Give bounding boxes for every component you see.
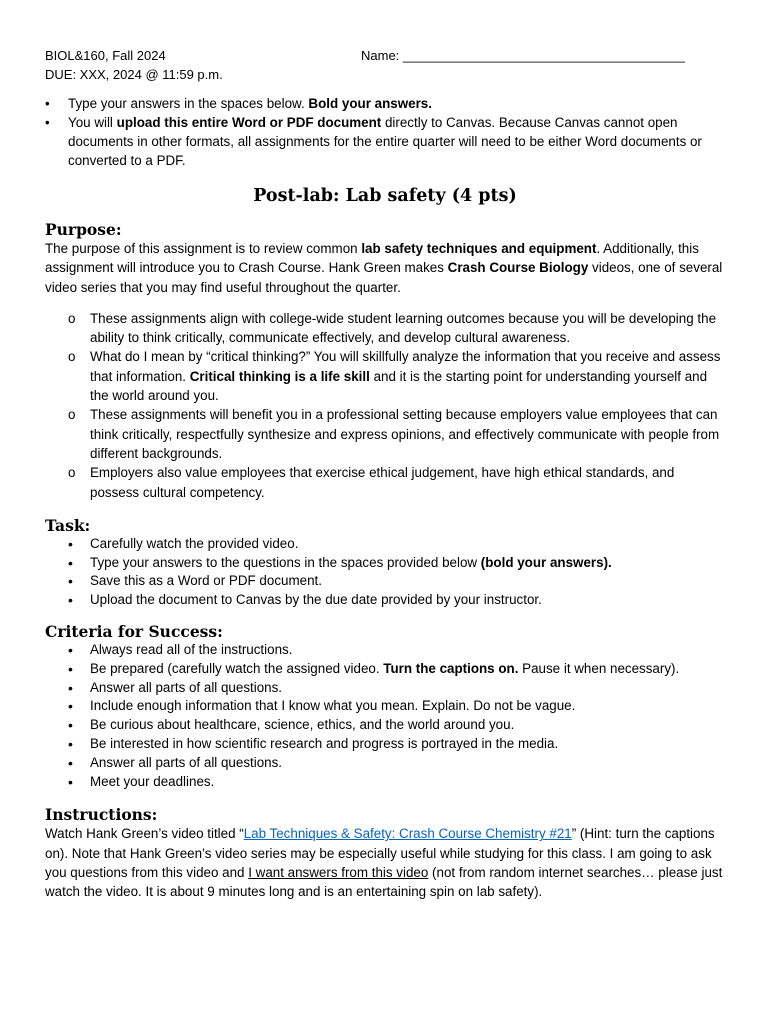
intro-list — [45, 94, 725, 170]
task-item: • Carefully watch the provided video. — [68, 535, 299, 552]
bullet-icon: • — [68, 736, 73, 753]
intro-item: • You will upload this entire Word or PDF document directly to Canvas. Because Canvas cannot open documents in other formats, all assignments for the entire quarter will need to be either Word documents or converted to a PDF. — [45, 115, 702, 168]
criteria-item: • Be prepared (carefully watch the assigned video. Turn the captions on. Pause it when necessary). — [68, 660, 680, 677]
bullet-icon: • — [68, 554, 73, 571]
criteria-item: • Answer all parts of all questions. — [68, 754, 283, 771]
task-item: • Upload the document to Canvas by the due date provided by your instructor. — [68, 592, 542, 609]
bullet-icon: • — [68, 773, 73, 790]
criteria-list — [45, 641, 725, 791]
circle-bullet-icon: o — [68, 465, 76, 481]
bullet-icon: • — [68, 642, 73, 659]
page-title: Post-lab: Lab safety (4 pts) — [253, 186, 517, 206]
task-item: • Save this as a Word or PDF document. — [68, 573, 322, 590]
criteria-item: • Be interested in how scientific research and progress is portrayed in the media. — [68, 736, 559, 753]
purpose-list — [45, 309, 725, 502]
course-label: BIOL&160, Fall 2024 — [45, 48, 166, 63]
name-blank-line: _______________________________________ — [402, 48, 685, 63]
purpose-item: o What do I mean by “critical thinking?” You will skillfully analyze the information that you receive and assess that information. Critical thinking is a life skill and it is the starting point for understanding yourself and the world around you. — [68, 349, 721, 404]
document-page — [45, 46, 725, 902]
criteria-item: • Always read all of the instructions. — [68, 642, 293, 659]
criteria-item: • Be curious about healthcare, science, ethics, and the world around you. — [68, 717, 515, 734]
criteria-heading: Criteria for Success: — [45, 622, 223, 642]
bullet-icon: • — [68, 717, 73, 734]
name-field — [361, 46, 685, 65]
bullet-icon: • — [45, 115, 50, 130]
circle-bullet-icon: o — [68, 349, 76, 365]
circle-bullet-icon: o — [68, 310, 76, 326]
purpose-item: o These assignments align with college-wide student learning outcomes because you will be developing the ability to think critically, communicate effectively, and develop cultural awareness. — [68, 310, 717, 346]
instructions-heading: Instructions: — [45, 805, 158, 825]
purpose-heading: Purpose: — [45, 220, 122, 239]
criteria-item: • Include enough information that I know what you mean. Explain. Do not be vague. — [68, 698, 576, 715]
video-link[interactable]: Lab Techniques & Safety: Crash Course Chemistry #21 — [243, 826, 572, 842]
bullet-icon: • — [68, 698, 73, 715]
bullet-icon: • — [45, 96, 50, 111]
bullet-icon: • — [68, 754, 73, 771]
bullet-icon: • — [68, 535, 73, 552]
instructions-paragraph: Watch Hank Green’s video titled “Lab Techniques & Safety: Crash Course Chemistry #21” (Hint: turn the captions on). Note that Hank Green’s video series may be especially useful while studying for this class. I am going to ask you questions from this video and I want answers from this video (not from random internet searches… please just watch the video. It is about 9 minutes long and is an entertaining spin on lab safety). — [45, 826, 723, 900]
circle-bullet-icon: o — [68, 407, 76, 423]
bullet-icon: • — [68, 679, 73, 696]
purpose-item: o These assignments will benefit you in a professional setting because employers value employees that can think critically, respectfully synthesize and express opinions, and effectively communicate with people from different backgrounds. — [68, 407, 720, 461]
task-item: • Type your answers to the questions in the spaces provided below (bold your answers). — [68, 554, 612, 571]
due-date: DUE: XXX, 2024 @ 11:59 p.m. — [45, 67, 223, 82]
name-label: Name: — [361, 48, 400, 63]
bullet-icon: • — [68, 660, 73, 677]
task-list — [45, 535, 725, 610]
criteria-item: • Answer all parts of all questions. — [68, 679, 283, 696]
document-header — [45, 46, 725, 86]
criteria-item: • Meet your deadlines. — [68, 773, 215, 790]
task-heading: Task: — [45, 515, 91, 535]
bullet-icon: • — [68, 592, 73, 609]
purpose-item: o Employers also value employees that exercise ethical judgement, have high ethical standards, and possess cultural competency. — [68, 465, 675, 500]
bullet-icon: • — [68, 573, 73, 590]
purpose-paragraph: The purpose of this assignment is to review common lab safety techniques and equipment. Additionally, this assignment will introduce you to Crash Course. Hank Green makes Crash Course Biology videos, one of several video series that you may find useful throughout the quarter. — [45, 241, 723, 295]
intro-item: • Type your answers in the spaces below. Bold your answers. — [45, 96, 432, 111]
